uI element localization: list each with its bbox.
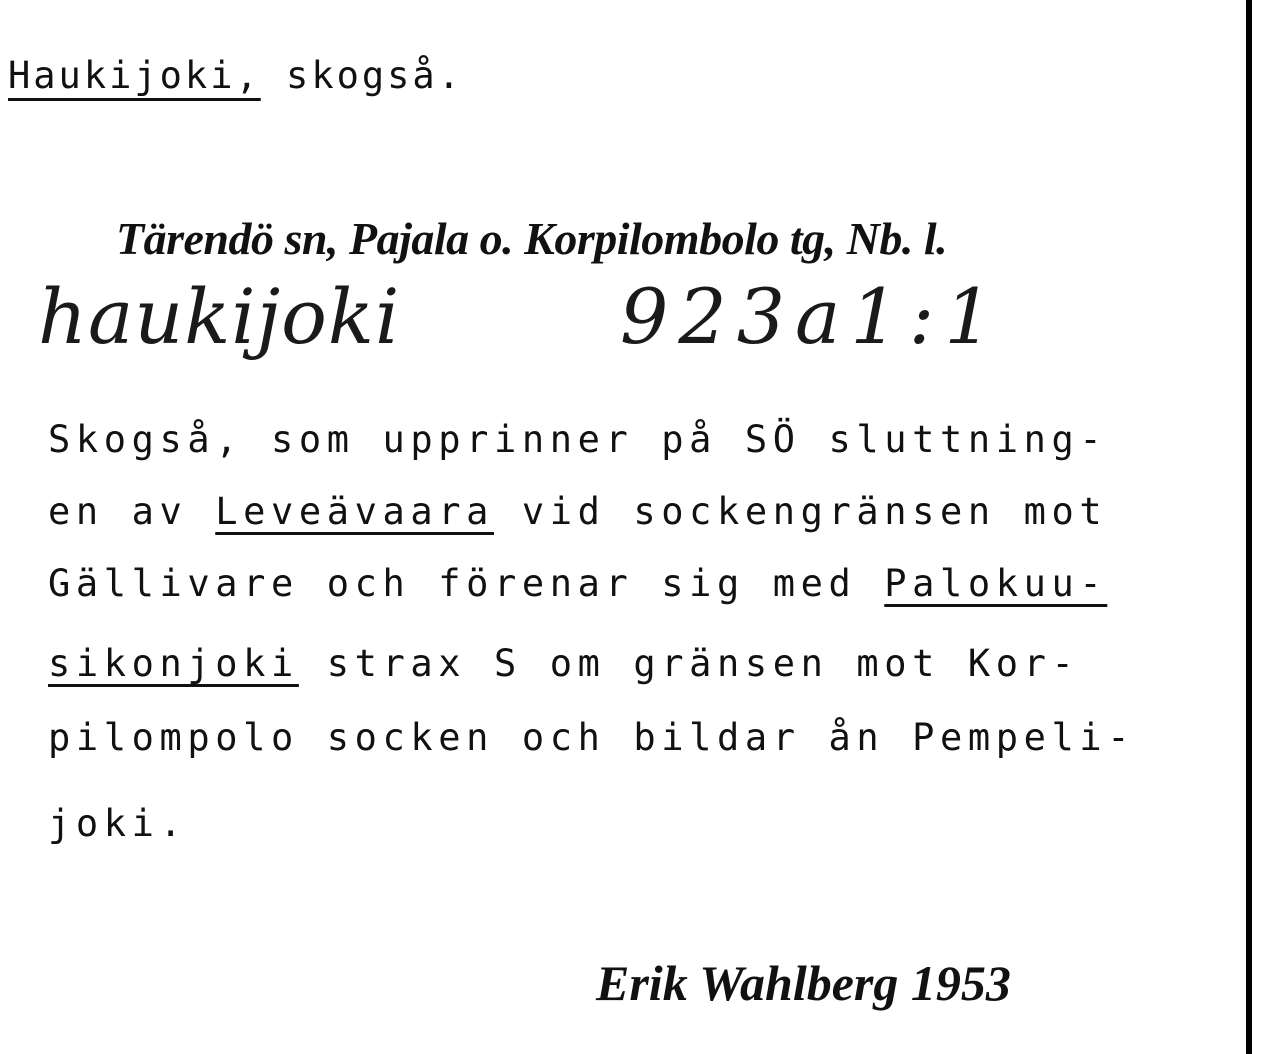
body-line-2 [48,490,1107,533]
place-reference-leveavaara: Leveävaara [215,490,495,533]
body-line-1: Skogså, som upprinner på SÖ sluttning- [48,418,1108,461]
handwritten-name: haukijoki [38,272,401,361]
body-text: vid sockengränsen mot [494,490,1108,533]
body-line-3 [48,562,1107,605]
body-line-5: pilompolo socken och bildar ån Pempeli- [48,716,1136,759]
parish-line: Tärendö sn, Pajala o. Korpilombolo tg, Nb. l. [116,213,948,264]
place-name: Haukijoki, [8,54,261,97]
place-reference-palokuusikonjoki-part1: Palokuu- [884,562,1108,605]
place-type: skogså. [260,54,463,97]
body-line-6: joki. [48,802,188,845]
place-reference-palokuusikonjoki-part2: sikonjoki [48,642,299,685]
body-text: strax S om gränsen mot Kor- [298,642,1080,685]
body-line-4 [48,642,1079,685]
card-header [8,54,463,97]
handwritten-code: 923a1:1 [620,272,1003,361]
body-text: en av [48,490,216,533]
signature: Erik Wahlberg 1953 [596,955,1011,1011]
body-text: Gällivare och förenar sig med [48,562,885,605]
card-edge-line [1246,0,1252,1054]
